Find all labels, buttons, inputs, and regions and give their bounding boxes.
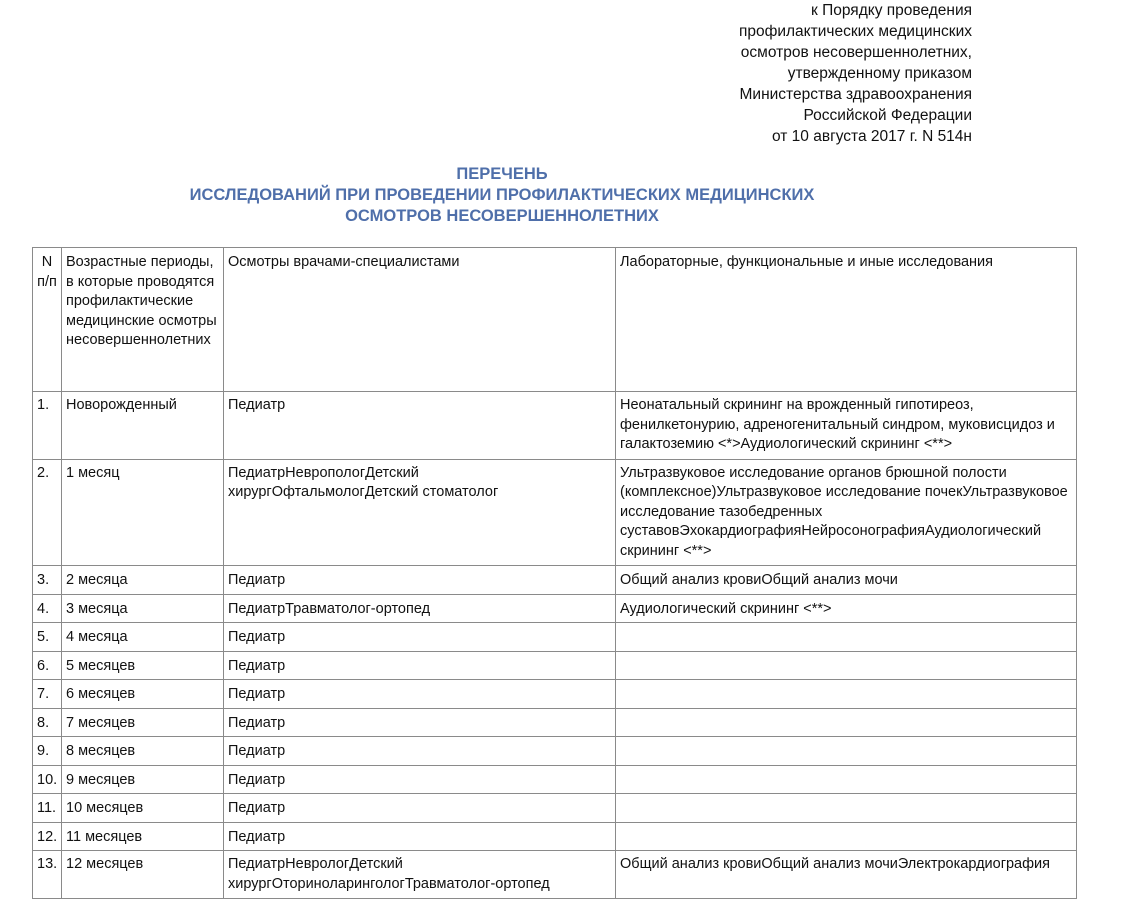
table-row xyxy=(33,392,1077,460)
table-row xyxy=(33,737,1077,766)
cell-num: 12. xyxy=(33,822,62,851)
title-line-3: ОСМОТРОВ НЕСОВЕРШЕННОЛЕТНИХ xyxy=(345,207,659,225)
cell-labs xyxy=(616,651,1077,680)
table-row xyxy=(33,459,1077,566)
cell-num: 11. xyxy=(33,794,62,823)
table-row xyxy=(33,680,1077,709)
header-specialists: Осмотры врачами-специалистами xyxy=(224,248,616,392)
table-row xyxy=(33,651,1077,680)
cell-specialists: Педиатр xyxy=(224,680,616,709)
cell-labs: Общий анализ кровиОбщий анализ мочиЭлектрокардиография xyxy=(616,851,1077,899)
cell-labs xyxy=(616,737,1077,766)
approval-line: от 10 августа 2017 г. N 514н xyxy=(771,128,972,145)
header-num: N п/п xyxy=(33,248,62,392)
table-row xyxy=(33,623,1077,652)
table-row xyxy=(33,594,1077,623)
cell-specialists: ПедиатрНеврологДетский хирургОториноларингологТравматолог-ортопед xyxy=(224,851,616,899)
table-row xyxy=(33,708,1077,737)
cell-specialists: Педиатр xyxy=(224,392,616,460)
approval-line: утвержденному приказом xyxy=(787,65,972,82)
cell-age: 3 месяца xyxy=(62,594,224,623)
cell-age: 4 месяца xyxy=(62,623,224,652)
cell-num: 8. xyxy=(33,708,62,737)
cell-num: 9. xyxy=(33,737,62,766)
cell-labs xyxy=(616,623,1077,652)
cell-specialists: Педиатр xyxy=(224,765,616,794)
table-row xyxy=(33,794,1077,823)
approval-line: Министерства здравоохранения xyxy=(739,86,972,103)
cell-specialists: Педиатр xyxy=(224,737,616,766)
cell-num: 1. xyxy=(33,392,62,460)
cell-specialists: Педиатр xyxy=(224,794,616,823)
cell-specialists: Педиатр xyxy=(224,623,616,652)
cell-age: Новорожденный xyxy=(62,392,224,460)
table-row xyxy=(33,566,1077,595)
header-labs: Лабораторные, функциональные и иные исследования xyxy=(616,248,1077,392)
cell-age: 12 месяцев xyxy=(62,851,224,899)
header-age: Возрастные периоды, в которые проводятся профилактические медицинские осмотры несовершеннолетних xyxy=(62,248,224,392)
cell-specialists: Педиатр xyxy=(224,566,616,595)
approval-line: осмотров несовершеннолетних, xyxy=(740,44,972,61)
cell-num: 5. xyxy=(33,623,62,652)
cell-specialists: Педиатр xyxy=(224,822,616,851)
cell-num: 4. xyxy=(33,594,62,623)
cell-specialists: ПедиатрТравматолог-ортопед xyxy=(224,594,616,623)
document-title xyxy=(0,164,1004,227)
examinations-table xyxy=(32,247,1077,899)
title-line-1: ПЕРЕЧЕНЬ xyxy=(456,165,548,183)
approval-note xyxy=(652,0,972,147)
table-row xyxy=(33,851,1077,899)
cell-labs xyxy=(616,680,1077,709)
approval-line: профилактических медицинских xyxy=(738,23,972,40)
cell-labs: Общий анализ кровиОбщий анализ мочи xyxy=(616,566,1077,595)
cell-specialists: Педиатр xyxy=(224,651,616,680)
cell-age: 9 месяцев xyxy=(62,765,224,794)
cell-age: 7 месяцев xyxy=(62,708,224,737)
cell-num: 10. xyxy=(33,765,62,794)
approval-line: к Порядку проведения xyxy=(811,2,972,19)
cell-age: 2 месяца xyxy=(62,566,224,595)
cell-labs xyxy=(616,765,1077,794)
cell-num: 3. xyxy=(33,566,62,595)
cell-num: 7. xyxy=(33,680,62,709)
title-line-2: ИССЛЕДОВАНИЙ ПРИ ПРОВЕДЕНИИ ПРОФИЛАКТИЧЕСКИХ МЕДИЦИНСКИХ xyxy=(189,186,815,204)
cell-labs xyxy=(616,708,1077,737)
cell-labs xyxy=(616,794,1077,823)
cell-labs: Ультразвуковое исследование органов брюшной полости (комплексное)Ультразвуковое исследование почекУльтразвуковое исследование тазобедренных суставовЭхокардиографияНейросонографияАудиологический скрининг <**> xyxy=(616,459,1077,566)
cell-age: 5 месяцев xyxy=(62,651,224,680)
approval-line: Российской Федерации xyxy=(803,107,972,124)
cell-specialists: ПедиатрНевропологДетский хирургОфтальмологДетский стоматолог xyxy=(224,459,616,566)
cell-age: 10 месяцев xyxy=(62,794,224,823)
table-row xyxy=(33,765,1077,794)
cell-num: 13. xyxy=(33,851,62,899)
table-row xyxy=(33,822,1077,851)
cell-labs: Неонатальный скрининг на врожденный гипотиреоз, фенилкетонурию, адреногенитальный синдром, муковисцидоз и галактоземию <*>Аудиологический скрининг <**> xyxy=(616,392,1077,460)
cell-specialists: Педиатр xyxy=(224,708,616,737)
cell-labs xyxy=(616,822,1077,851)
cell-age: 8 месяцев xyxy=(62,737,224,766)
cell-num: 6. xyxy=(33,651,62,680)
cell-age: 11 месяцев xyxy=(62,822,224,851)
cell-age: 1 месяц xyxy=(62,459,224,566)
cell-labs: Аудиологический скрининг <**> xyxy=(616,594,1077,623)
cell-num: 2. xyxy=(33,459,62,566)
table-header-row xyxy=(33,248,1077,392)
cell-age: 6 месяцев xyxy=(62,680,224,709)
